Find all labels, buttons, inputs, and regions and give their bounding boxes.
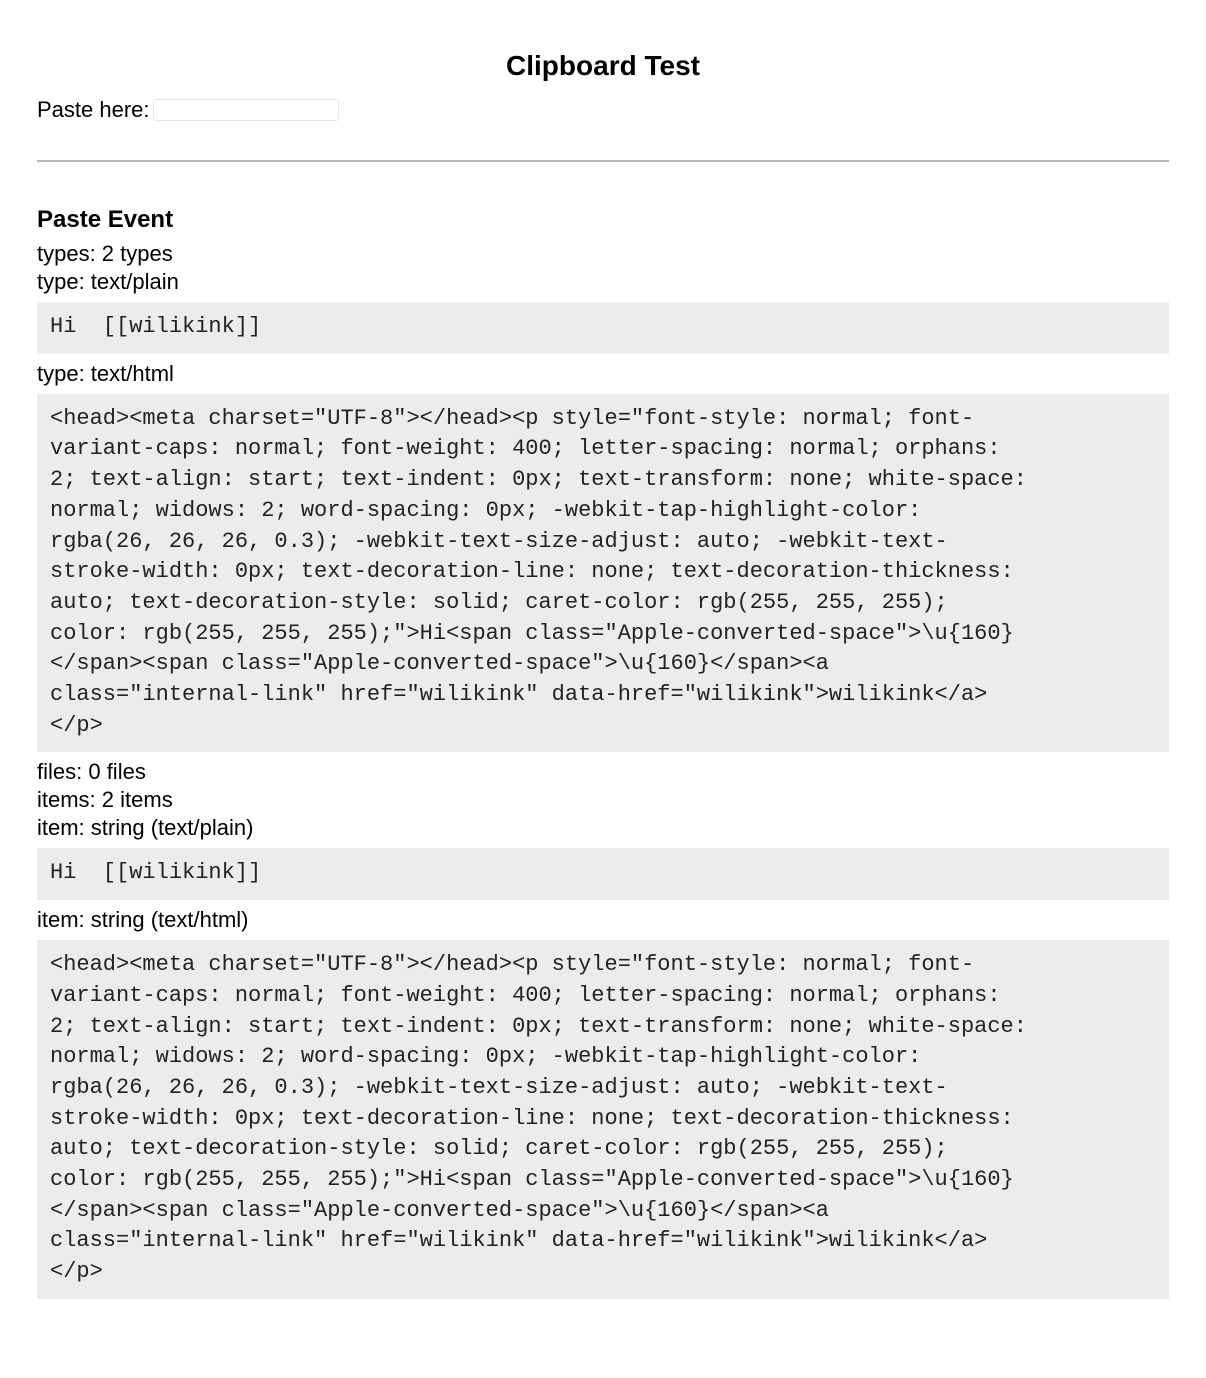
type-plain-content: Hi [[wilikink]] (37, 302, 1169, 354)
paste-label: Paste here: (37, 97, 150, 122)
item-html-line: item: string (text/html) (37, 907, 249, 933)
types-count-line: types: 2 types (37, 241, 173, 266)
type-html-line: type: text/html (37, 360, 174, 386)
item-plain-content: Hi [[wilikink]] (37, 848, 1169, 900)
item-plain-line: item: string (text/plain) (37, 815, 254, 841)
paste-row (37, 94, 339, 126)
files-count-line: files: 0 files (37, 759, 146, 785)
items-count-line: items: 2 items (37, 787, 173, 813)
item-html-content: <head><meta charset="UTF-8"></head><p style="font-style: normal; font- variant-caps: normal; font-weight: 400; letter-spacing: normal; orphans: 2; text-align: start; text-indent: 0px; text-transform: none; white-space: normal; widows: 2; word-spacing: 0px; -webkit-tap-highlight-color: rgba(26, 26, 26, 0.3); -webkit-text-size-adjust: auto; -webkit-text- stroke-width: 0px; text-decoration-line: none; text-decoration-thickness: auto; text-decoration-style: solid; caret-color: rgb(255, 255, 255); color: rgb(255, 255, 255);">Hi<span class="Apple-converted-space">\u{160} </span><span class="Apple-converted-space">\u{160}</span><a class="internal-link" href="wilikink" data-href="wilikink">wilikink</a> </p> (37, 940, 1169, 1299)
page-title: Clipboard Test (506, 50, 700, 81)
divider (37, 160, 1169, 162)
paste-input[interactable] (153, 99, 339, 121)
paste-event-section (37, 200, 1169, 1305)
type-html-content: <head><meta charset="UTF-8"></head><p style="font-style: normal; font- variant-caps: normal; font-weight: 400; letter-spacing: normal; orphans: 2; text-align: start; text-indent: 0px; text-transform: none; white-space: normal; widows: 2; word-spacing: 0px; -webkit-tap-highlight-color: rgba(26, 26, 26, 0.3); -webkit-text-size-adjust: auto; -webkit-text- stroke-width: 0px; text-decoration-line: none; text-decoration-thickness: auto; text-decoration-style: solid; caret-color: rgb(255, 255, 255); color: rgb(255, 255, 255);">Hi<span class="Apple-converted-space">\u{160} </span><span class="Apple-converted-space">\u{160}</span><a class="internal-link" href="wilikink" data-href="wilikink">wilikink</a> </p> (37, 394, 1169, 753)
paste-event-heading: Paste Event (37, 206, 174, 233)
type-plain-line: type: text/plain (37, 269, 179, 294)
